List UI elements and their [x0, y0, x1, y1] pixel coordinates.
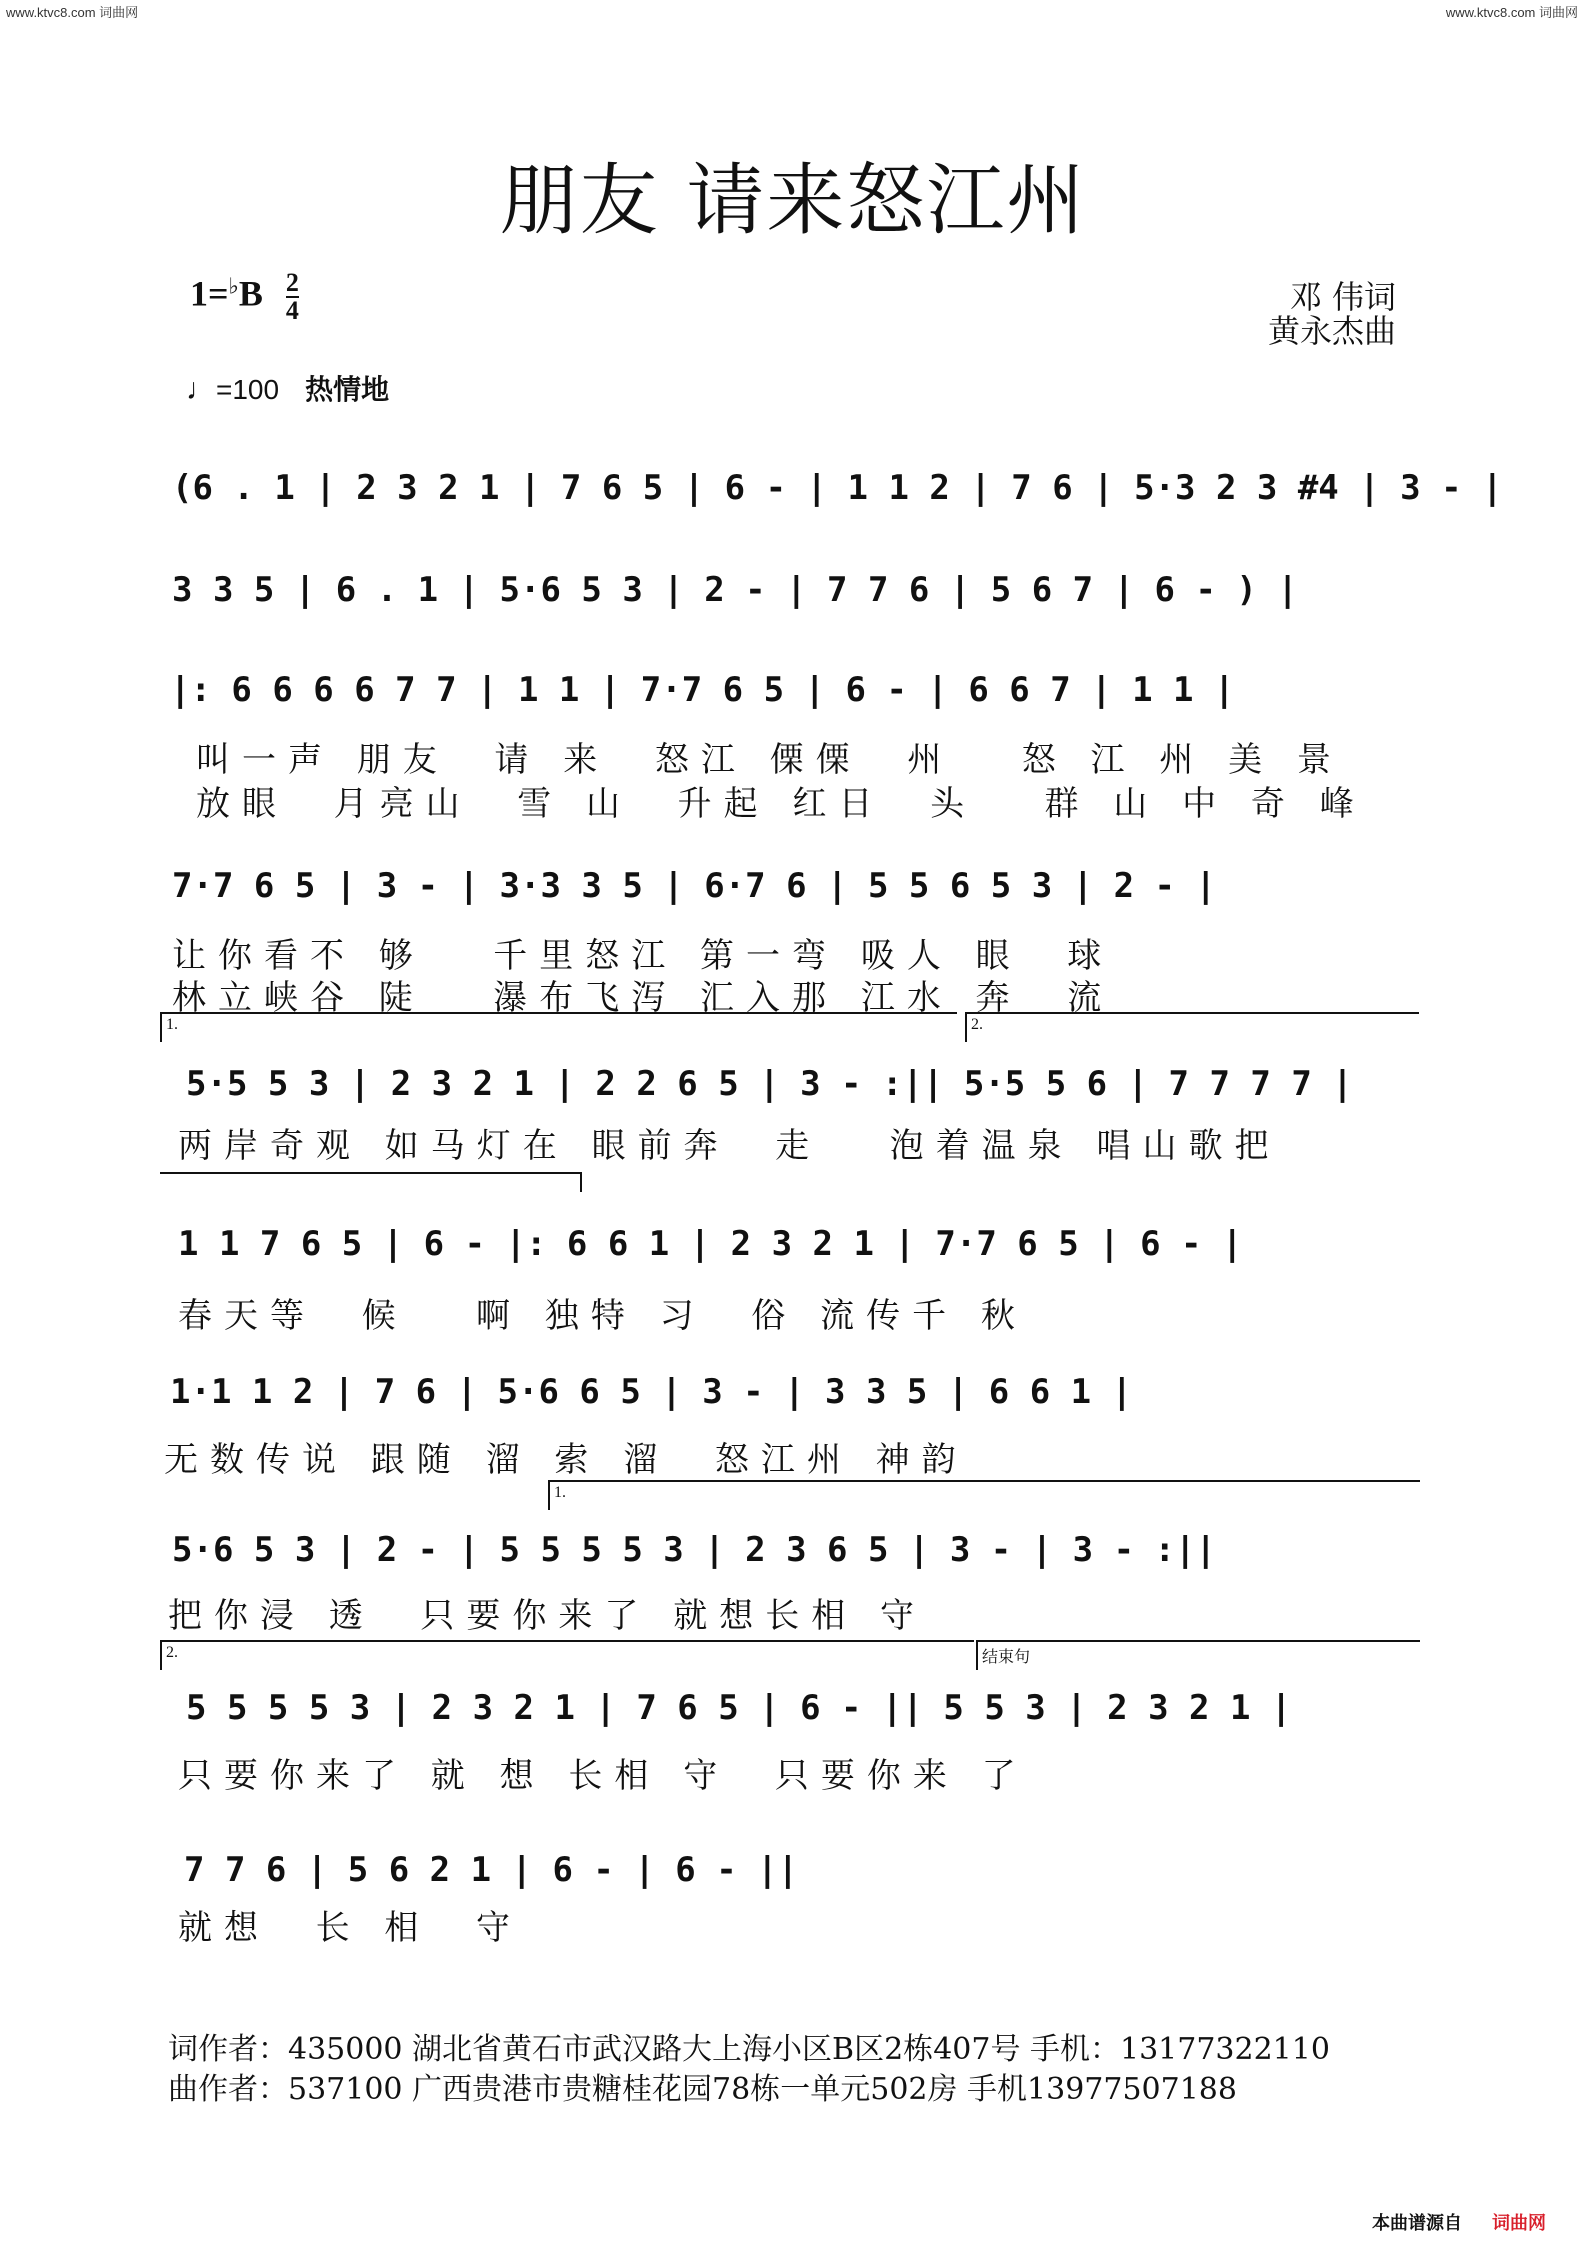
- site-logo: 词曲网: [1492, 2213, 1546, 2234]
- coda-bracket: [976, 1640, 1420, 1670]
- score-row-5-lyrics-1: 两岸奇观 如马灯在 眼前奔 走 泡着温泉 唱山歌把: [178, 1126, 1281, 1166]
- coda-label: 结束句: [982, 1649, 1031, 1666]
- tempo-marking: [186, 368, 389, 408]
- volta-2-label: 2.: [971, 1016, 983, 1033]
- flat-sign: ♭: [228, 273, 239, 299]
- composer-credit: 黄永杰曲: [1267, 312, 1396, 350]
- volta-bracket-2: [965, 1012, 1419, 1042]
- score-row-8-lyrics-1: 把你浸 透 只要你来了 就想长相 守: [168, 1596, 927, 1636]
- score-row-3-lyrics-1: 叫一声 朋友 请 来 怒江 傈傈 州 怒 江 州 美 景: [196, 740, 1343, 780]
- score-row-1-notes: (6 . 1 | 2 3 2 1 | 7 6 5 | 6 - | 1 1 2 | 7 6 | 5·3 2 3 #4 | 3 - |: [172, 468, 1503, 508]
- time-bottom: 4: [285, 296, 299, 325]
- key-note: B: [238, 273, 263, 314]
- time-top: 2: [285, 268, 299, 297]
- volta-bracket-1: [160, 1012, 957, 1042]
- score-row-9-notes: 5 5 5 5 3 | 2 3 2 1 | 7 6 5 | 6 - || 5 5 3 | 2 3 2 1 |: [186, 1688, 1292, 1728]
- volta-1-label: 1.: [166, 1016, 178, 1033]
- score-row-4-lyrics-2: 林立峡谷 陡 瀑布飞泻 汇入那 江水 奔 流: [172, 978, 1114, 1018]
- song-title: 朋友 请来怒江州: [499, 156, 1087, 246]
- header-left-site: www.ktvc8.com 词曲网: [6, 5, 139, 20]
- score-row-9-lyrics-1: 只要你来了 就 想 长相 守 只要你来 了: [178, 1756, 1028, 1796]
- tempo-value: =100: [216, 374, 280, 405]
- score-row-6-notes: 1 1 7 6 5 | 6 - |: 6 6 1 | 2 3 2 1 | 7·7 6 5 | 6 - |: [178, 1224, 1243, 1264]
- header-right-site: www.ktvc8.com 词曲网: [1445, 5, 1578, 20]
- footer-lyricist-contact: 词作者：435000 湖北省黄石市武汉路大上海小区B区2栋407号 手机：13177322110: [168, 2032, 1330, 2067]
- key-prefix: 1=: [190, 273, 229, 314]
- score-row-2-notes: 3 3 5 | 6 . 1 | 5·6 5 3 | 2 - | 7 7 6 | 5 6 7 | 6 - ) |: [172, 570, 1298, 610]
- volta-bracket-1-end: [160, 1172, 582, 1192]
- score-row-4-lyrics-1: 让你看不 够 千里怒江 第一弯 吸人 眼 球: [172, 936, 1114, 976]
- volta-4-label: 2.: [166, 1644, 178, 1661]
- score-row-7-notes: 1·1 1 2 | 7 6 | 5·6 6 5 | 3 - | 3 3 5 | 6 6 1 |: [170, 1372, 1133, 1412]
- score-row-10-lyrics-1: 就想 长 相 守: [178, 1908, 523, 1948]
- score-row-8-notes: 5·6 5 3 | 2 - | 5 5 5 5 3 | 2 3 6 5 | 3 - | 3 - :||: [172, 1530, 1216, 1570]
- score-row-3-lyrics-2: 放眼 月亮山 雪 山 升起 红日 头 群 山 中 奇 峰: [196, 784, 1366, 824]
- score-row-6-lyrics-1: 春天等 候 啊 独特 习 俗 流传千 秋: [178, 1296, 1027, 1336]
- score-row-7-lyrics-1: 无数传说 跟随 溜 索 溜 怒江州 神韵: [164, 1440, 968, 1480]
- source-watermark: [1372, 2209, 1546, 2235]
- score-row-4-notes: 7·7 6 5 | 3 - | 3·3 3 5 | 6·7 6 | 5 5 6 5 3 | 2 - |: [172, 866, 1216, 906]
- source-label: 本曲谱源自: [1372, 2213, 1462, 2234]
- volta-bracket-4: [160, 1640, 974, 1670]
- volta-bracket-3: [548, 1480, 1420, 1510]
- volta-3-label: 1.: [554, 1484, 566, 1501]
- score-row-10-notes: 7 7 6 | 5 6 2 1 | 6 - | 6 - ||: [184, 1850, 799, 1890]
- expression-mark: 热情地: [305, 373, 390, 406]
- key-signature: [190, 270, 299, 324]
- score-row-5-notes: 5·5 5 3 | 2 3 2 1 | 2 2 6 5 | 3 - :|| 5·5 5 6 | 7 7 7 7 |: [186, 1064, 1353, 1104]
- footer-composer-contact: 曲作者：537100 广西贵港市贵糖桂花园78栋一单元502房 手机13977507188: [168, 2072, 1237, 2107]
- time-signature: [286, 270, 299, 324]
- quarter-note-icon: ♩: [186, 373, 216, 406]
- lyricist-credit: 邓 伟词: [1289, 278, 1396, 316]
- score-row-3-notes: |: 6 6 6 6 7 7 | 1 1 | 7·7 6 5 | 6 - | 6 6 7 | 1 1 |: [170, 670, 1235, 710]
